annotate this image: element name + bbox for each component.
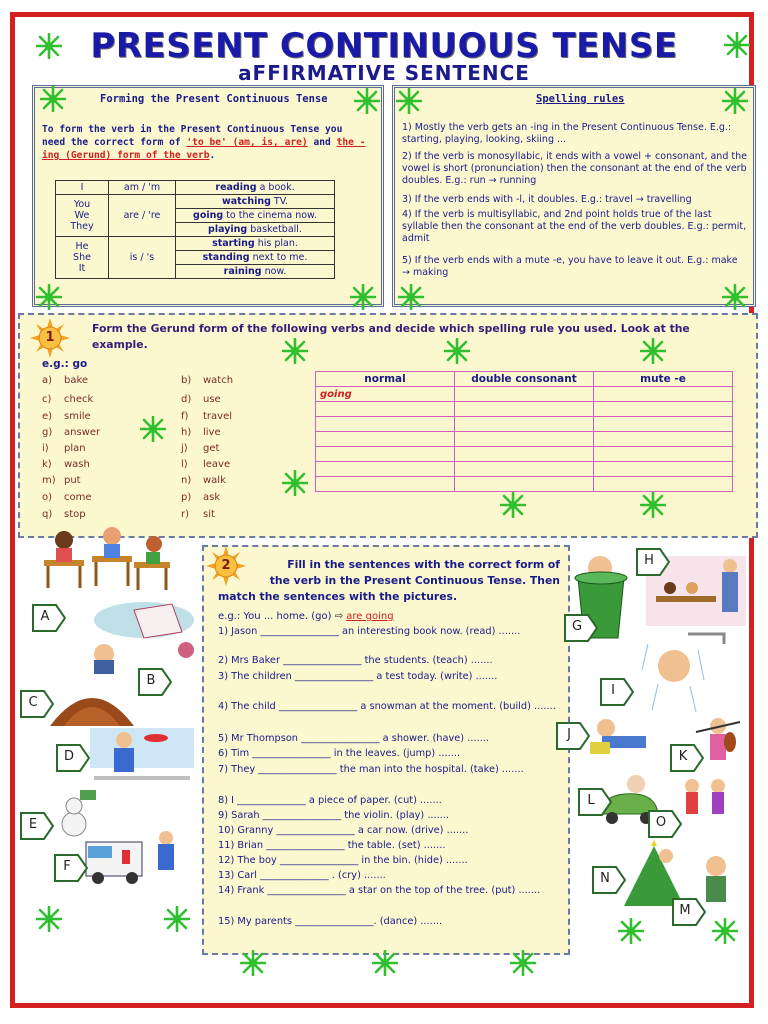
answer-cell[interactable]	[316, 477, 455, 492]
star-icon	[354, 88, 380, 114]
column-double-consonant: double consonant	[455, 372, 594, 387]
picture-label: F	[54, 854, 86, 880]
picture-reading-book	[588, 714, 654, 764]
spelling-rule-5: 5) If the verb ends with a mute -e, you have to leave it out. E.g.: make → making	[402, 255, 738, 279]
picture-setting-table	[90, 728, 194, 792]
star-icon	[724, 32, 750, 58]
picture-ambulance	[82, 820, 188, 892]
left-verb-item: g) answer	[42, 427, 101, 438]
sentence-item[interactable]: 3) The children ________________ a test today. (write) .......	[218, 671, 498, 682]
example-cell: going to the cinema now.	[176, 209, 335, 223]
picture-label: I	[600, 678, 632, 704]
be-cell: am / 'm	[109, 181, 176, 195]
sentence-item[interactable]: 5) Mr Thompson ________________ a shower. (have) .......	[218, 733, 490, 744]
forming-intro-line1: To form the verb in the Present Continuous Tense you	[42, 124, 343, 135]
sentence-item[interactable]: 10) Granny ________________ a car now. (drive) .......	[218, 825, 469, 836]
left-verb-item: o) come	[42, 492, 92, 503]
right-verb-item: p) ask	[181, 492, 221, 503]
left-verb-item: e) smile	[42, 411, 91, 422]
answer-cell[interactable]	[316, 432, 455, 447]
spelling-heading: Spelling rules	[536, 93, 625, 105]
right-verb-item: f) travel	[181, 411, 233, 422]
picture-label: N	[592, 866, 624, 892]
exercise-2-instruction-2: the verb in the Present Continuous Tense. Then	[269, 574, 560, 587]
example-cell: raining now.	[176, 265, 335, 279]
left-verb-item: q) stop	[42, 509, 86, 520]
star-icon	[372, 950, 398, 976]
picture-label: K	[670, 744, 702, 770]
pron-cell: He She It	[56, 237, 109, 279]
sentence-item[interactable]: 8) I ______________ a piece of paper. (cut) .......	[218, 795, 442, 806]
sentence-item[interactable]: 1) Jason ________________ an interesting book now. (read) .......	[218, 626, 521, 637]
star-icon	[36, 33, 62, 59]
exercise-2-instruction-1: Fill in the sentences with the correct form of	[287, 558, 560, 571]
sorting-table	[315, 371, 733, 492]
to-be-text: 'to be' (am, is, are)	[186, 137, 308, 148]
star-icon	[618, 918, 644, 944]
answer-cell[interactable]	[455, 477, 594, 492]
picture-label: L	[578, 788, 610, 814]
star-icon	[712, 918, 738, 944]
be-cell: is / 's	[109, 237, 176, 279]
answer-cell[interactable]	[594, 432, 733, 447]
example-cell: standing next to me.	[176, 251, 335, 265]
answer-cell[interactable]	[455, 432, 594, 447]
answer-cell[interactable]	[455, 462, 594, 477]
left-verb-item: k) wash	[42, 459, 90, 470]
right-verb-item: b) watch	[181, 375, 234, 386]
arrow-icon: ⇨	[334, 611, 344, 622]
answer-cell[interactable]	[316, 417, 455, 432]
star-icon	[40, 86, 66, 112]
answer-cell[interactable]	[316, 402, 455, 417]
sentence-item[interactable]: 13) Carl ______________ . (cry) .......	[218, 870, 386, 881]
spelling-rule-4: 4) If the verb is multisyllabic, and 2nd point holds true of the last syllable then the consonant at the end of the verb doubles. E.g.: permit, admit	[402, 209, 747, 245]
answer-cell[interactable]	[455, 417, 594, 432]
right-verb-item: j) get	[181, 443, 220, 454]
picture-label: J	[556, 722, 588, 748]
exercise-2-instruction-3: match the sentences with the pictures.	[218, 590, 458, 603]
star-icon	[350, 284, 376, 310]
picture-children-writing-test	[36, 522, 174, 594]
sentence-item[interactable]: 14) Frank ________________ a star on the top of the tree. (put) .......	[218, 885, 541, 896]
answer-cell[interactable]	[594, 387, 733, 402]
forming-intro-line2: need the correct form of	[42, 137, 181, 148]
forming-table	[55, 180, 335, 279]
ing-gerund-text: ing (Gerund) form of the verb	[42, 150, 210, 161]
picture-label: D	[56, 744, 88, 770]
exercise-2-sun-icon	[206, 546, 246, 586]
answer-cell[interactable]	[455, 387, 594, 402]
spelling-rule-2: 2) If the verb is monosyllabic, it ends with a vowel + consonant, and the vowel is short (pronunciation) then the consonant at the end of the verb doubles. E.g.: run → running	[402, 151, 747, 187]
right-verb-item: n) walk	[181, 475, 226, 486]
answer-cell[interactable]	[316, 447, 455, 462]
example-cell: playing basketball.	[176, 223, 335, 237]
sentence-item[interactable]: 2) Mrs Baker ________________ the students. (teach) .......	[218, 655, 493, 666]
sentence-item[interactable]: 11) Brian ________________ the table. (set) .......	[218, 840, 446, 851]
column-normal: normal	[316, 372, 455, 387]
right-verb-item: r) sit	[181, 509, 215, 520]
pron-cell: I	[56, 181, 109, 195]
sentence-item[interactable]: 9) Sarah ________________ the violin. (play) .......	[218, 810, 450, 821]
answer-cell[interactable]	[455, 402, 594, 417]
picture-label: A	[32, 604, 64, 630]
star-icon	[398, 284, 424, 310]
star-icon	[640, 492, 666, 518]
exercise-2-instruction	[250, 557, 560, 589]
example-cell: starting his plan.	[176, 237, 335, 251]
left-verb-item: a) bake	[42, 375, 89, 386]
pron-cell: You We They	[56, 195, 109, 237]
picture-jumping-leaves	[46, 676, 138, 728]
star-icon	[722, 284, 748, 310]
spelling-rule-1: 1) Mostly the verb gets an -ing in the Present Continuous Tense. E.g.: starting, playing, looking, skiing ...	[402, 122, 732, 146]
forming-intro: To form the verb in the Present Continuous Tense you need the correct form of 'to be' (am, is, are) and the - ing (Gerund) form of the verb.	[42, 124, 366, 161]
column-mute-e: mute -e	[594, 372, 733, 387]
picture-label: M	[672, 898, 704, 924]
answer-cell[interactable]	[455, 447, 594, 462]
answer-cell[interactable]	[316, 387, 455, 402]
page-subtitle: aFFIRMATIVE SENTENCE	[238, 61, 530, 85]
answer-cell[interactable]	[316, 462, 455, 477]
star-icon	[500, 492, 526, 518]
star-icon	[164, 906, 190, 932]
exercise-1-instruction: Form the Gerund form of the following verbs and decide which spelling rule you used. Look at the example.	[92, 322, 690, 351]
star-icon	[140, 416, 166, 442]
left-verb-item: i) plan	[42, 443, 86, 454]
be-cell: are / 're	[109, 195, 176, 237]
picture-label: C	[20, 690, 52, 716]
star-icon	[722, 88, 748, 114]
exercise-1-number: 1	[45, 330, 55, 345]
picture-label: G	[564, 614, 596, 640]
left-verb-item: c) check	[42, 394, 94, 405]
picture-label: E	[20, 812, 52, 838]
sentence-item[interactable]: 15) My parents ________________. (dance) .......	[218, 916, 443, 927]
right-verb-item: h) live	[181, 427, 221, 438]
page-title: PRESENT CONTINUOUS TENSE	[90, 26, 678, 66]
sentence-item[interactable]: 12) The boy ________________ in the bin. (hide) .......	[218, 855, 468, 866]
picture-label: H	[636, 548, 668, 574]
star-icon	[396, 88, 422, 114]
exercise-2-number: 2	[221, 558, 231, 573]
left-verb-item: m) put	[42, 475, 81, 486]
right-verb-item: l) leave	[181, 459, 231, 470]
star-icon	[240, 950, 266, 976]
forming-heading: Forming the Present Continuous Tense	[100, 93, 328, 105]
answer-cell[interactable]	[594, 417, 733, 432]
spelling-rule-3: 3) If the verb ends with -l, it doubles. E.g.: travel → travelling	[402, 194, 692, 205]
exercise-1-example: e.g.: go	[42, 358, 88, 370]
sentence-item[interactable]: 7) They ________________ the man into the hospital. (take) .......	[218, 764, 524, 775]
example-answer: going	[320, 388, 352, 400]
right-verb-item: d) use	[181, 394, 221, 405]
sentence-item[interactable]: 6) Tim ________________ in the leaves. (jump) .......	[218, 748, 461, 759]
answer-cell[interactable]	[594, 402, 733, 417]
star-icon	[36, 906, 62, 932]
star-icon	[36, 284, 62, 310]
example-cell: reading a book.	[176, 181, 335, 195]
example-cell: watching TV.	[176, 195, 335, 209]
picture-cutting-paper	[74, 598, 200, 678]
exercise-1-sun-icon	[30, 318, 70, 358]
star-icon	[510, 950, 536, 976]
example-sentence: e.g.: You ... home. (go)	[218, 611, 332, 622]
answer-cell[interactable]	[594, 462, 733, 477]
picture-label: O	[648, 810, 680, 836]
answer-cell[interactable]	[594, 477, 733, 492]
example-answer-2: are going	[346, 611, 394, 622]
star-icon	[282, 338, 308, 364]
and-text: and	[313, 137, 331, 148]
star-icon	[444, 338, 470, 364]
the-ing-text: the -	[336, 137, 366, 148]
picture-label: B	[138, 668, 170, 694]
answer-cell[interactable]	[594, 447, 733, 462]
star-icon	[640, 338, 666, 364]
star-icon	[282, 470, 308, 496]
picture-shower	[628, 630, 732, 716]
sentence-item[interactable]: 4) The child ________________ a snowman at the moment. (build) .......	[218, 701, 556, 712]
exercise-2-example	[218, 610, 394, 623]
